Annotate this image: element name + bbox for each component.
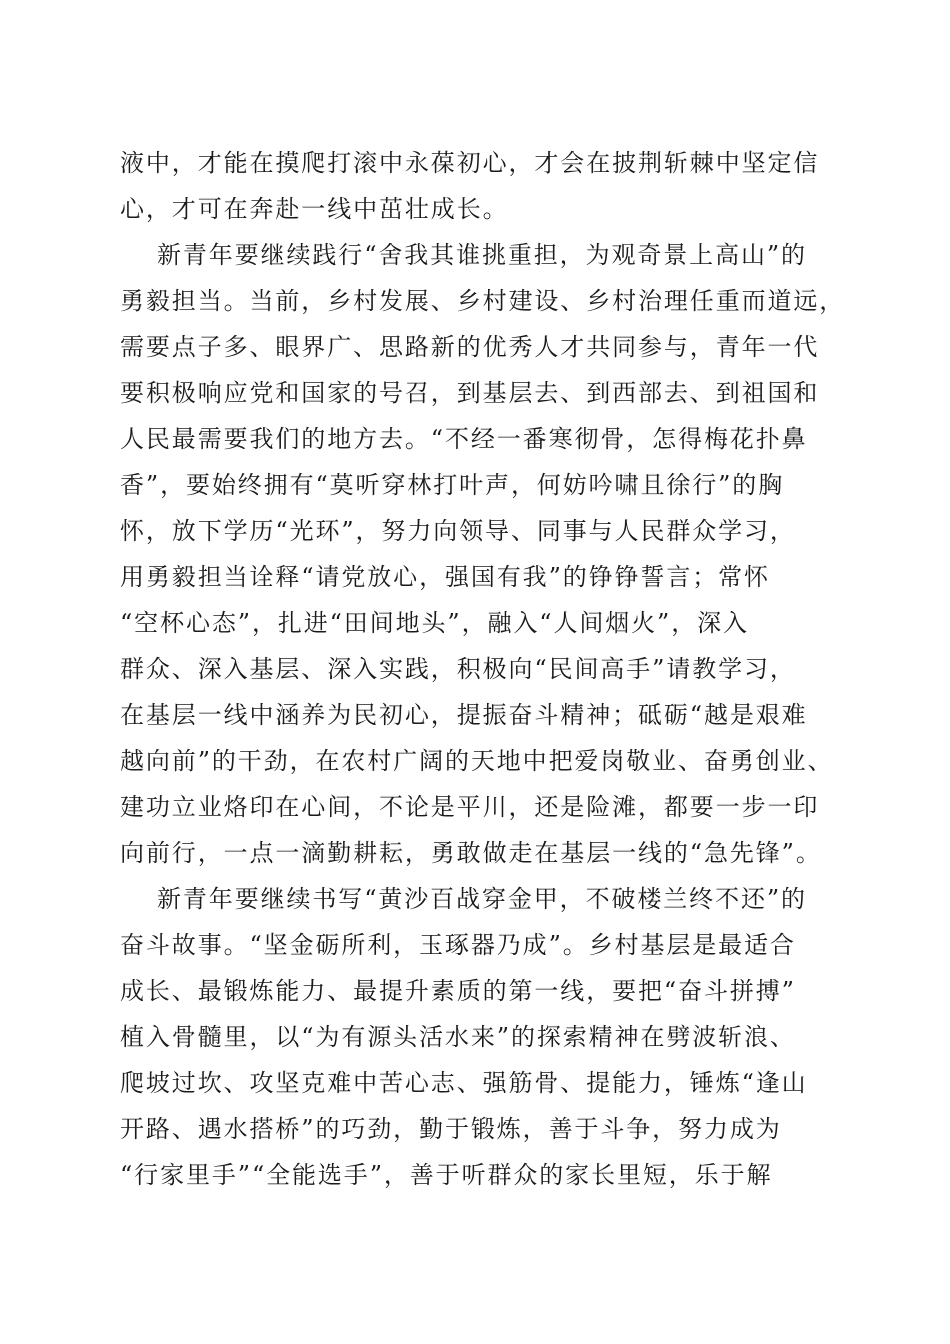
- text-line: 用勇毅担当诠释“请党放心，强国有我”的铮铮誓言；常怀: [120, 563, 770, 591]
- text-line: 成长、最锻炼能力、最提升素质的第一线，要把“奋斗拼搏”: [120, 977, 796, 1005]
- text-line: 向前行，一点一滴勤耕耘，勇敢做走在基层一线的“急先锋”。: [120, 839, 822, 867]
- text-line: 人民最需要我们的地方去。“不经一番寒彻骨，怎得梅花扑鼻: [120, 425, 808, 453]
- text-line: “行家里手”“全能选手”，善于听群众的家长里短，乐于解: [120, 1161, 773, 1189]
- text-line: 需要点子多、眼界广、思路新的优秀人才共同参与，青年一代: [120, 333, 820, 361]
- text-line: 奋斗故事。“坚金砺所利，玉琢器乃成”。乡村基层是最适合: [120, 931, 796, 959]
- text-line: 越向前”的干劲，在农村广阔的天地中把爱岗敬业、奋勇创业、: [120, 747, 834, 775]
- text-line: 群众、深入基层、深入实践，积极向“民间高手”请教学习，: [120, 655, 796, 683]
- text-line: 开路、遇水搭桥”的巧劲，勤于锻炼，善于斗争，努力成为: [120, 1115, 782, 1143]
- text-line: 爬坡过坎、攻坚克难中苦心志、强筋骨、提能力，锤炼“逢山: [120, 1069, 808, 1097]
- text-line: 勇毅担当。当前，乡村发展、乡村建设、乡村治理任重而道远，: [120, 287, 846, 315]
- text-line: 建功立业烙印在心间，不论是平川，还是险滩，都要一步一印: [120, 793, 820, 821]
- text-line: 心，才可在奔赴一线中茁壮成长。: [120, 195, 509, 223]
- text-line: 液中，才能在摸爬打滚中永葆初心，才会在披荆斩棘中坚定信: [120, 149, 820, 177]
- body-text: [120, 140, 846, 1198]
- paragraph-start-line: 新青年要继续书写“黄沙百战穿金甲，不破楼兰终不还”的: [157, 885, 807, 913]
- text-line: 植入骨髓里，以“为有源头活水来”的探索精神在劈波斩浪、: [120, 1023, 796, 1051]
- text-line: “空杯心态”，扎进“田间地头”，融入“人间烟火”，深入: [120, 609, 749, 637]
- text-line: 怀，放下学历“光环”，努力向领导、同事与人民群众学习，: [120, 517, 796, 545]
- paragraph-start-line: 新青年要继续践行“舍我其谁挑重担，为观奇景上高山”的: [157, 241, 807, 269]
- text-line: 香”，要始终拥有“莫听穿林打叶声，何妨吟啸且徐行”的胸: [120, 471, 785, 499]
- text-line: 在基层一线中涵养为民初心，提振奋斗精神；砥砺“越是艰难: [120, 701, 808, 729]
- text-line: 要积极响应党和国家的号召，到基层去、到西部去、到祖国和: [120, 379, 820, 407]
